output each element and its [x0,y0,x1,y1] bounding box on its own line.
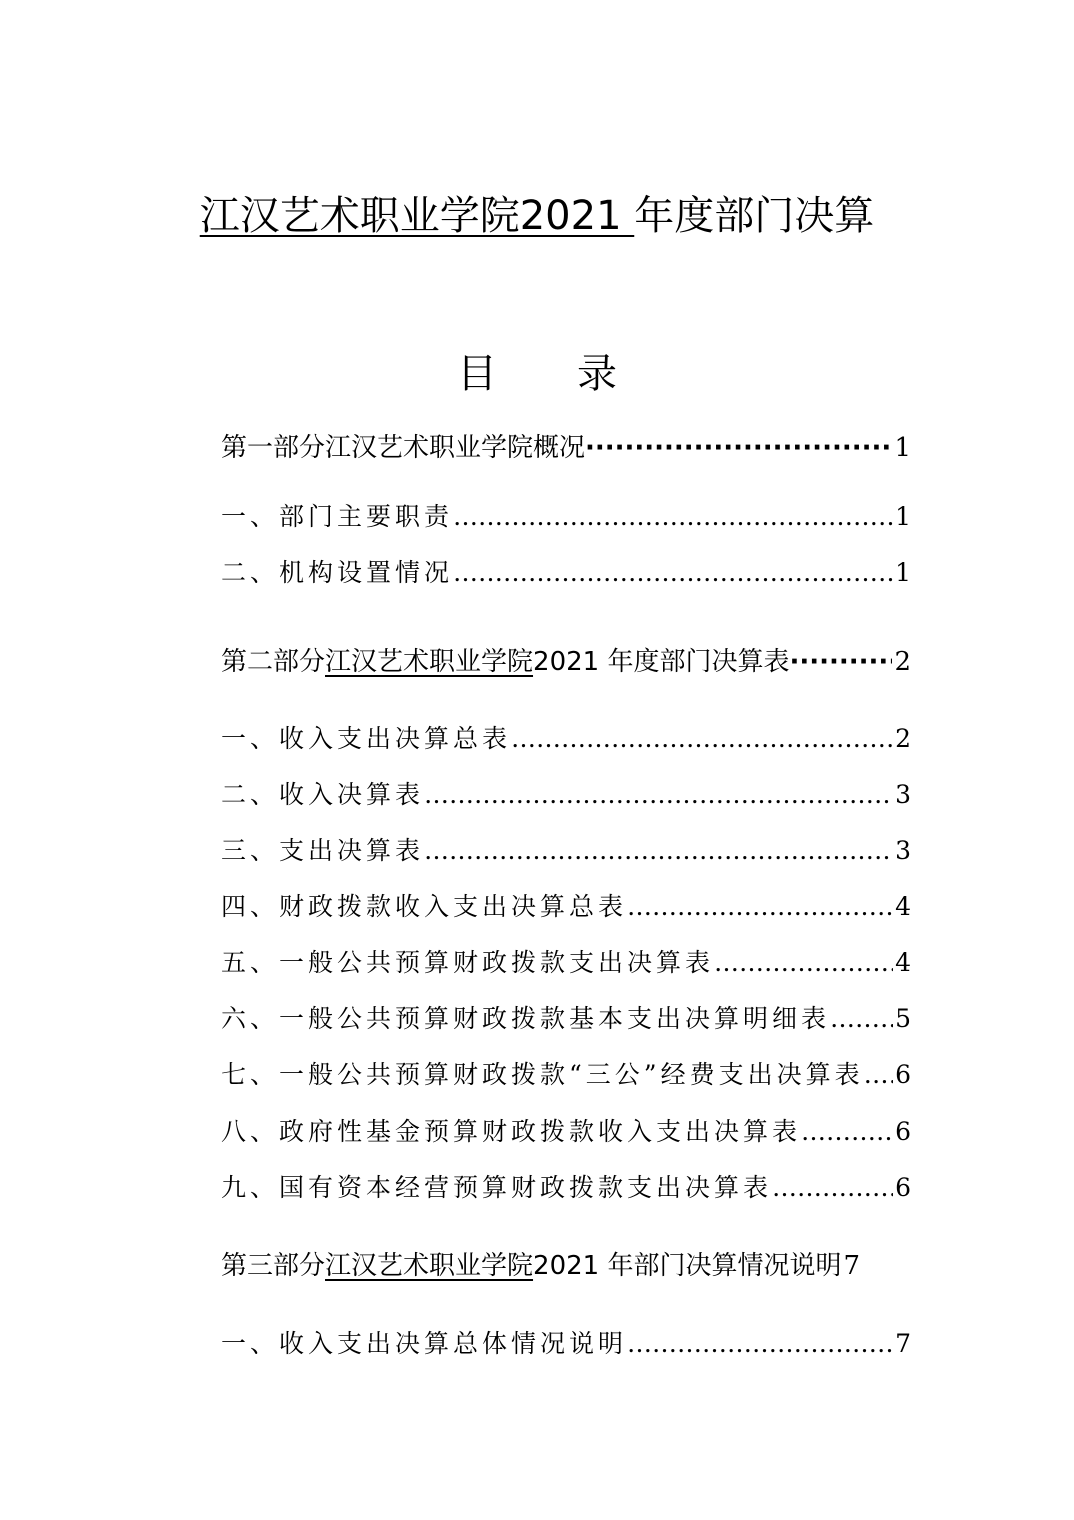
page-number: 5 [895,1004,911,1033]
leader-dots [627,887,893,927]
entry-label: 第一部分江汉艺术职业学院概况 [221,433,586,463]
page-number: 6 [895,1173,911,1202]
leader-dots [801,1112,893,1152]
entry-label: 六、一般公共预算财政拨款基本支出决算明细表 [221,1004,831,1033]
entry-label-underlined: 江汉艺术职业学院 [325,647,534,677]
page-number: 3 [895,780,911,809]
entry-label: 五、一般公共预算财政拨款支出决算表 [221,948,715,977]
toc-entry-item[interactable] [221,999,911,1039]
entry-label: 四、财政拨款收入支出决算总表 [221,892,628,921]
entry-label-suffix: 2021 年部门决算情况说明 [533,1251,842,1281]
page-number: 1 [894,433,911,463]
toc-entry-item[interactable] [221,1324,911,1364]
toc-entry-item[interactable] [221,1112,911,1152]
entry-label: 八、政府性基金预算财政拨款收入支出决算表 [221,1117,802,1146]
toc-entry-item[interactable] [221,497,911,537]
leader-dots [453,497,893,537]
toc-entry-item[interactable] [221,1168,911,1208]
page-number: 3 [895,836,911,865]
entry-label: 三、支出决算表 [221,836,425,865]
page-number: 6 [895,1117,911,1146]
entry-label-prefix: 第二部分 [221,647,326,677]
toc-heading: 目录 [457,351,697,397]
toc-entry-part-3[interactable] [221,1246,911,1286]
toc-entry-item[interactable] [221,719,911,759]
page-number: 6 [895,1060,911,1089]
page-number: 7 [843,1251,861,1281]
entry-label-prefix: 第三部分 [221,1251,326,1281]
leader-dots [864,1055,894,1095]
page-number: 4 [895,948,911,977]
entry-label: 一、收入支出决算总体情况说明 [221,1329,628,1358]
toc-entry-part-1[interactable] [221,428,911,468]
document-title [0,188,1074,244]
entry-label: 一、收入支出决算总表 [221,724,512,753]
page-number: 1 [895,558,911,587]
leader-dots [585,428,892,468]
entry-label-suffix: 2021 年度部门决算表 [533,647,790,677]
toc-entry-item[interactable] [221,943,911,983]
leader-dots [511,719,893,759]
leader-dots [424,831,893,871]
toc-entry-item[interactable] [221,553,911,593]
page-number: 4 [895,892,911,921]
toc-entry-part-2[interactable] [221,642,911,682]
leader-dots [424,775,893,815]
page-number: 7 [895,1329,911,1358]
toc-entry-item[interactable] [221,831,911,871]
leader-dots [772,1168,893,1208]
page-number: 1 [895,502,911,531]
toc-entry-item[interactable] [221,1055,911,1095]
toc-entry-item[interactable] [221,887,911,927]
leader-dots [789,642,892,682]
leader-dots [627,1324,893,1364]
leader-dots [714,943,893,983]
title-underlined-part: 江汉艺术职业学院2021 [199,193,635,239]
entry-label: 九、国有资本经营预算财政拨款支出决算表 [221,1173,773,1202]
entry-label-underlined: 江汉艺术职业学院 [325,1251,534,1281]
leader-dots [830,999,893,1039]
title-rest-part: 年度部门决算 [634,193,875,239]
entry-label: 二、机构设置情况 [221,558,454,587]
toc-entry-item[interactable] [221,775,911,815]
entry-label: 七、一般公共预算财政拨款“三公”经费支出决算表 [221,1060,864,1089]
page-number: 2 [895,724,911,753]
entry-label: 一、部门主要职责 [221,502,454,531]
page-number: 2 [894,647,911,677]
leader-dots [453,553,893,593]
entry-label: 二、收入决算表 [221,780,425,809]
